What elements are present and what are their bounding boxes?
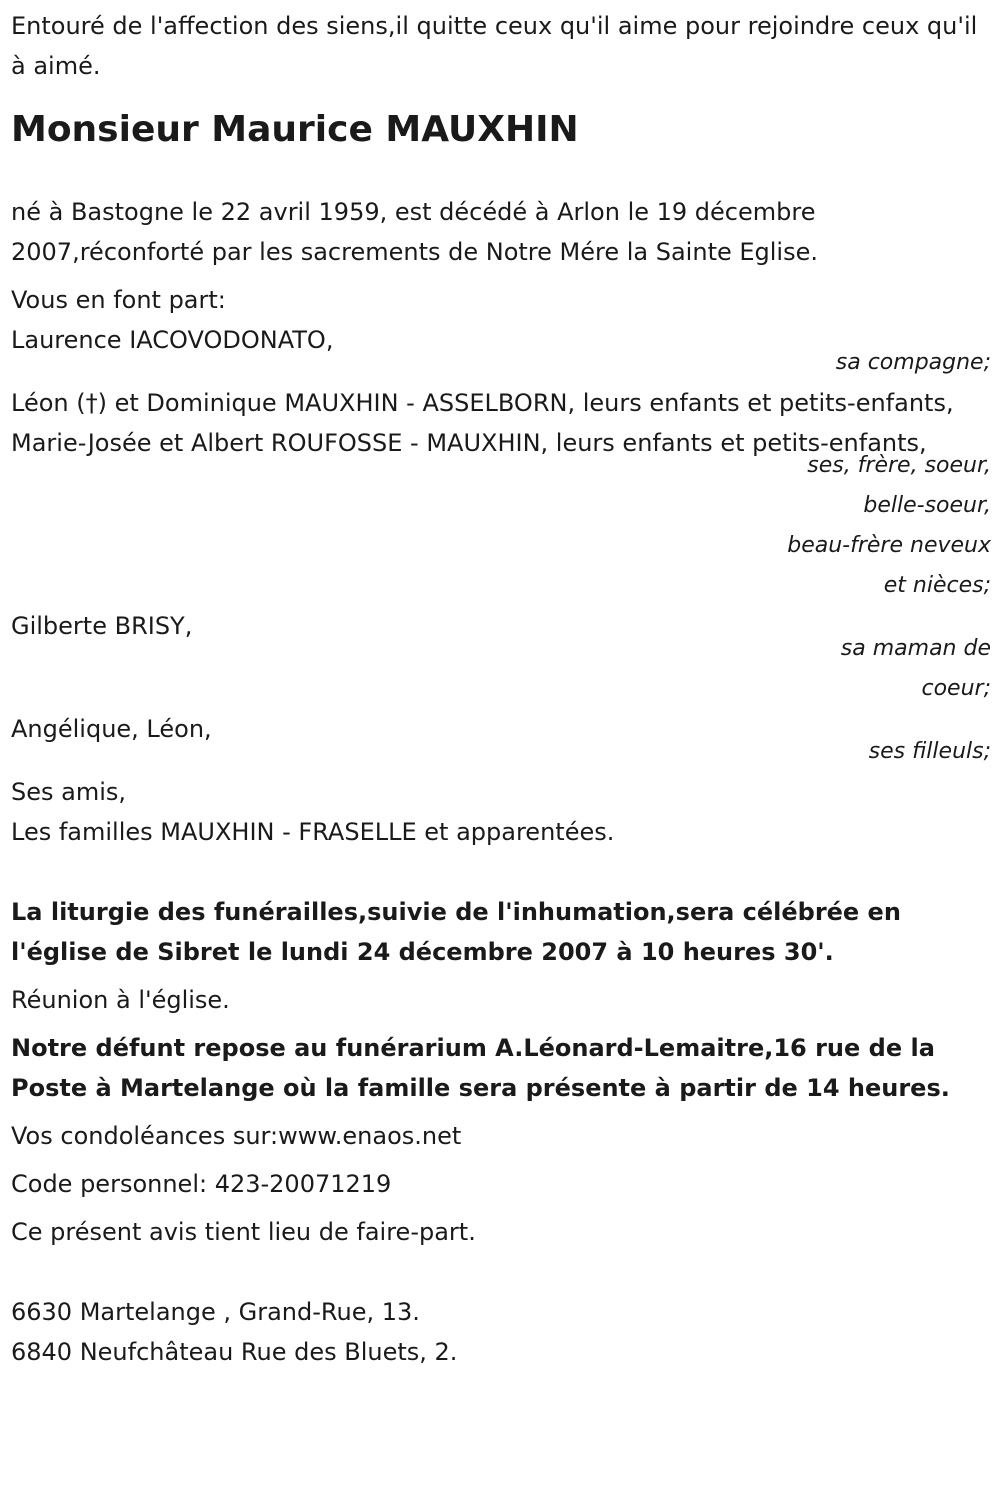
mother-name: Gilberte BRISY, xyxy=(11,612,193,640)
address-1: 6630 Martelange , Grand-Rue, 13. xyxy=(11,1298,420,1326)
birth-death-text: né à Bastogne le 22 avril 1959, est décédé à Arlon le 19 décembre 2007,réconforté par les sacrements de Notre Mére la Sainte Eglise. xyxy=(11,198,818,266)
address-2: 6840 Neufchâteau Rue des Bluets, 2. xyxy=(11,1338,458,1366)
partner-name: Laurence IACOVODONATO, xyxy=(11,326,334,354)
siblings-role-line-2: belle-soeur, xyxy=(863,493,991,518)
condolences-text: Vos condoléances sur:www.enaos.net xyxy=(11,1122,462,1150)
partner-role: sa compagne; xyxy=(835,350,991,375)
announce-text: Vous en font part: xyxy=(11,286,226,314)
meeting-text: Réunion à l'église. xyxy=(11,986,230,1014)
friends-text: Ses amis, xyxy=(11,778,127,806)
notice-text: Ce présent avis tient lieu de faire-part. xyxy=(11,1218,476,1246)
sibling-family-1: Léon (†) et Dominique MAUXHIN - ASSELBORN, leurs enfants et petits-enfants, xyxy=(11,389,954,417)
personal-code: Code personnel: 423-20071219 xyxy=(11,1170,392,1198)
godchildren-role: ses filleuls; xyxy=(868,739,991,764)
mother-role-line-2: coeur; xyxy=(921,676,991,701)
intro-text: Entouré de l'affection des siens,il quitte ceux qu'il aime pour rejoindre ceux qu'il à aimé. xyxy=(11,12,978,80)
families-text: Les familles MAUXHIN - FRASELLE et apparentées. xyxy=(11,818,615,846)
siblings-role-line-3: beau-frère neveux xyxy=(787,533,991,558)
funeral-text: La liturgie des funérailles,suivie de l'inhumation,sera célébrée en l'église de Sibret le lundi 24 décembre 2007 à 10 heures 30'. xyxy=(11,898,901,966)
godchildren-names: Angélique, Léon, xyxy=(11,715,212,743)
death-notice xyxy=(11,6,991,1372)
siblings-role-line-4: et nièces; xyxy=(883,573,991,598)
mother-role-line-1: sa maman de xyxy=(840,636,991,661)
sibling-family-2: Marie-Josée et Albert ROUFOSSE - MAUXHIN, leurs enfants et petits-enfants, xyxy=(11,429,927,457)
siblings-role-line-1: ses, frère, soeur, xyxy=(807,453,991,478)
funerarium-text: Notre défunt repose au funérarium A.Léonard-Lemaitre,16 rue de la Poste à Martelange où la famille sera présente à partir de 14 heures. xyxy=(11,1034,950,1102)
deceased-name: Monsieur Maurice MAUXHIN xyxy=(11,109,579,150)
